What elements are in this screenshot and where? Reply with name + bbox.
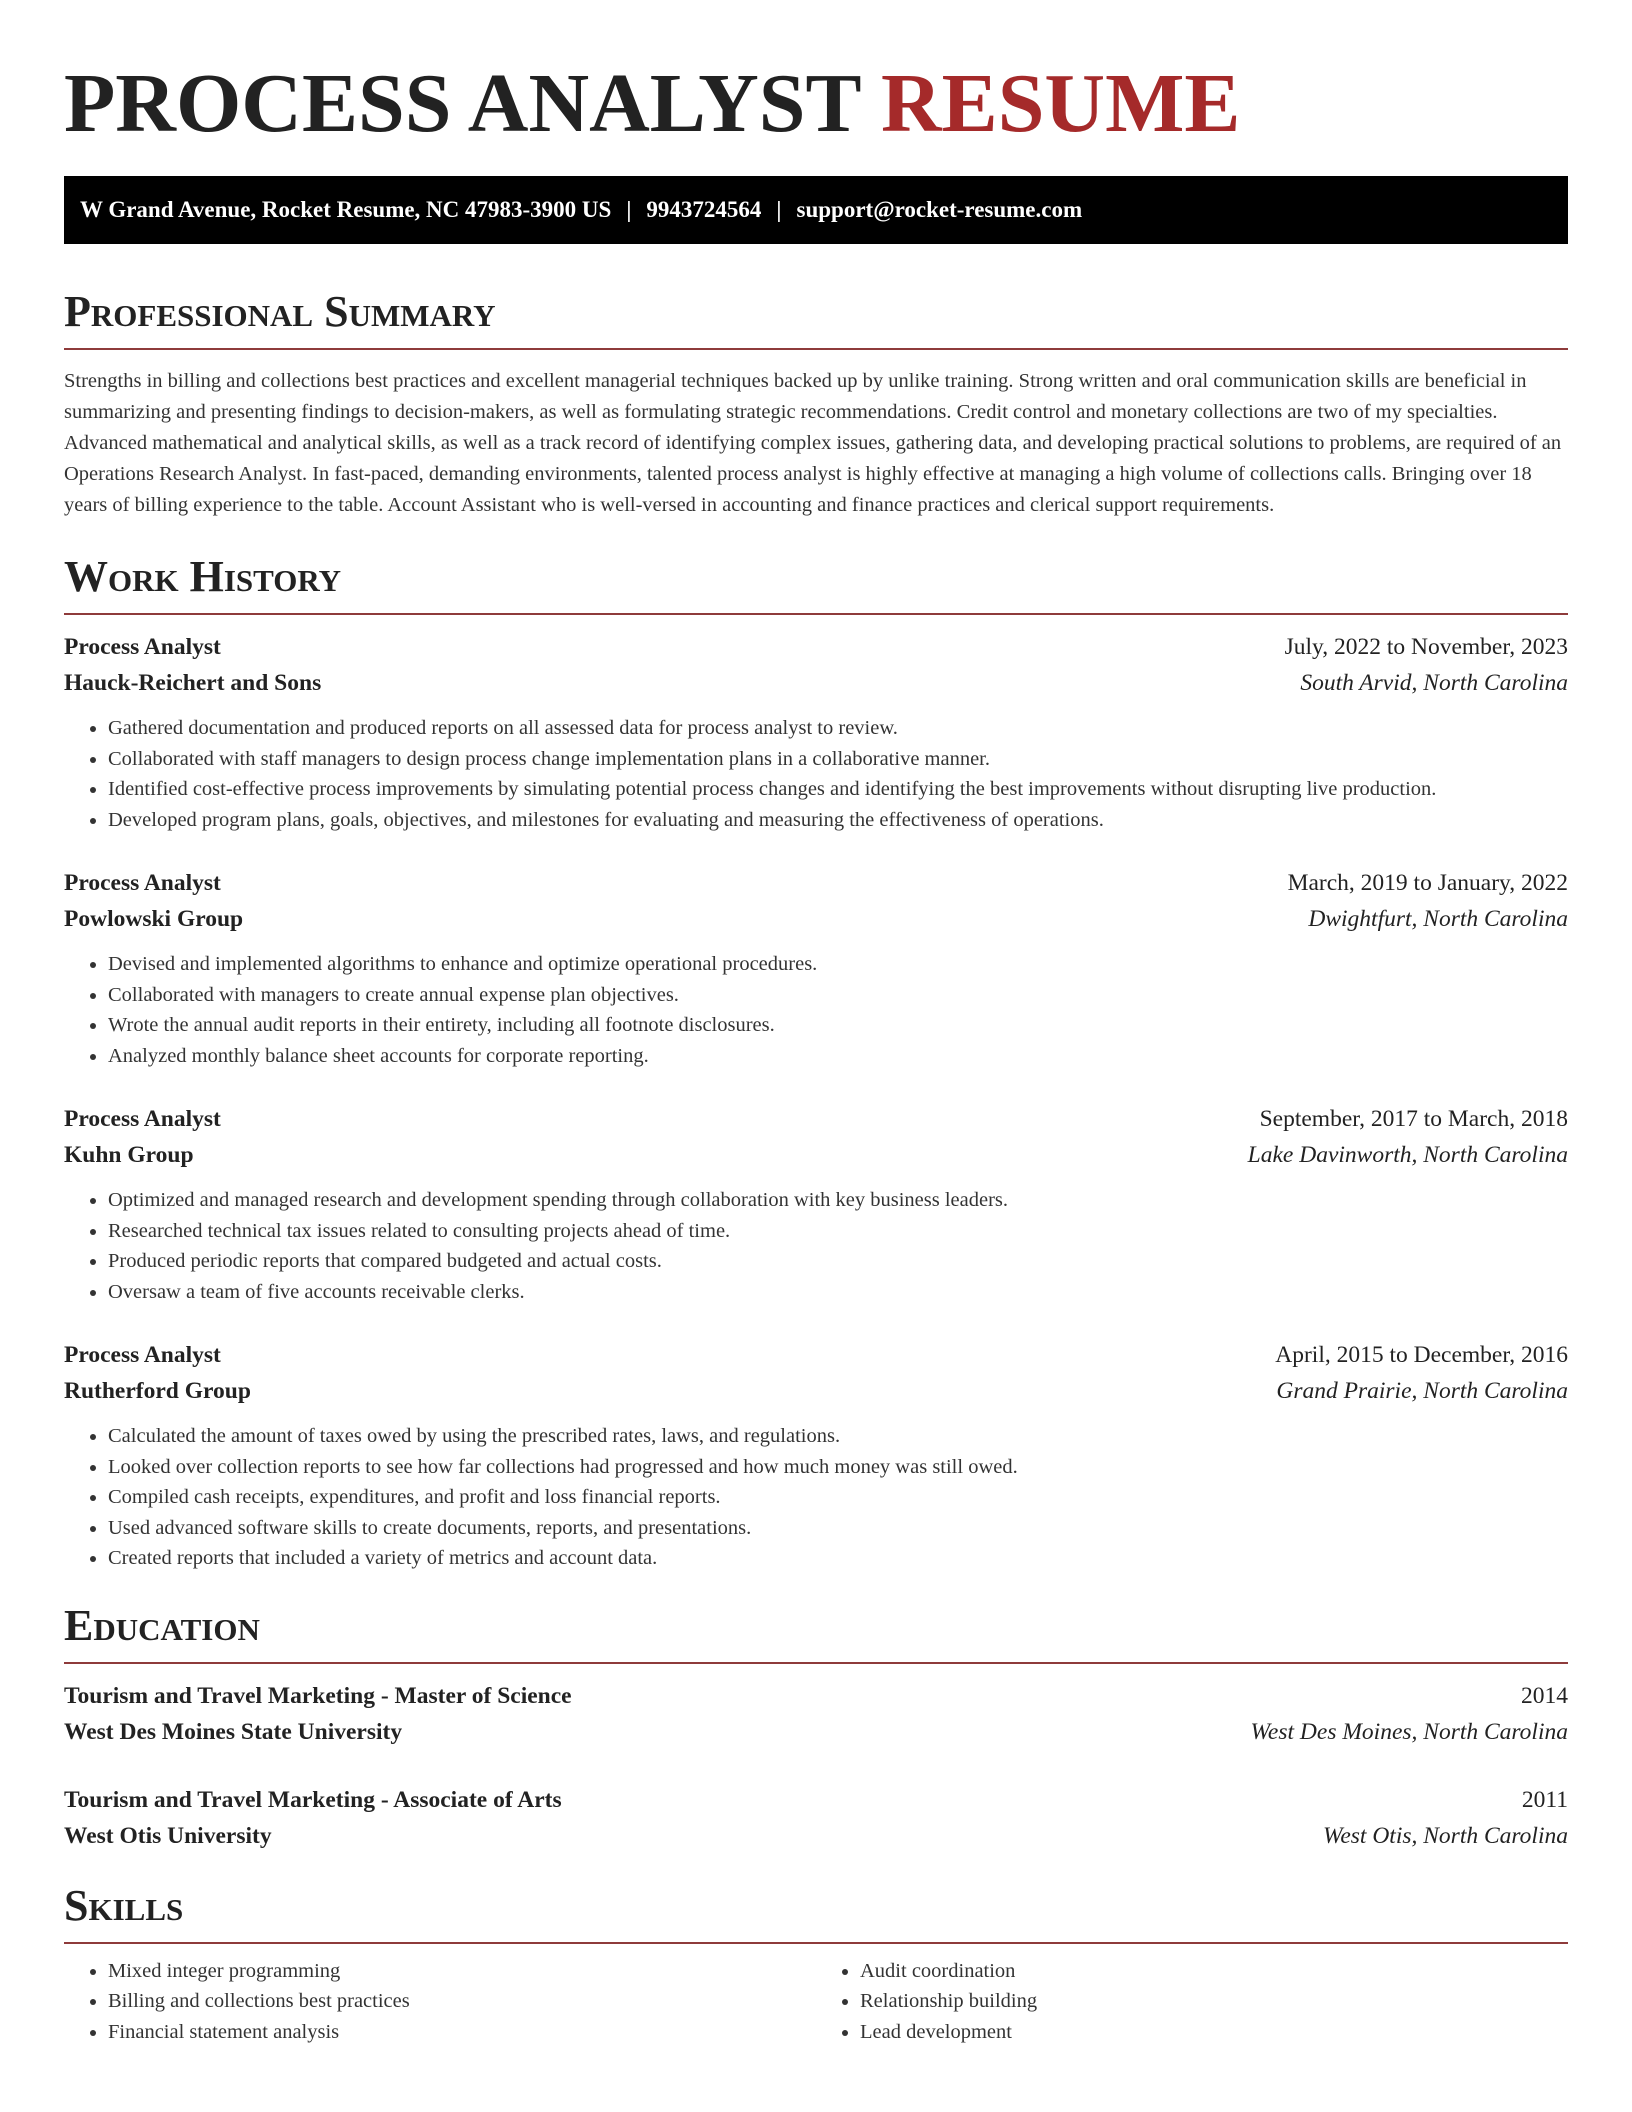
job-company: Powlowski Group [64, 906, 244, 932]
job-location: South Arvid, North Carolina [1300, 670, 1568, 696]
work-history-section [64, 551, 1568, 1574]
job-title: Process Analyst [64, 870, 221, 896]
skill-item: • Billing and collections best practices [108, 1986, 816, 2017]
job-entry [64, 1101, 1568, 1307]
job-bullet: • Collaborated with staff managers to design process change implementation plans in a collaborative manner. [108, 744, 1568, 775]
title-resume-word: RESUME [881, 57, 1241, 150]
job-entry [64, 865, 1568, 1071]
job-bullet: • Collaborated with managers to create annual expense plan objectives. [108, 980, 1568, 1011]
job-bullet: • Developed program plans, goals, objectives, and milestones for evaluating and measuring the effectiveness of operations. [108, 805, 1568, 836]
education-school: West Otis University [64, 1822, 272, 1849]
section-heading-education: Education [64, 1600, 260, 1650]
education-location: West Des Moines, North Carolina [1250, 1718, 1568, 1745]
job-entry [64, 629, 1568, 835]
job-bullet: • Compiled cash receipts, expenditures, and profit and loss financial reports. [108, 1482, 1568, 1513]
education-year: 2011 [1521, 1786, 1568, 1813]
job-bullet: • Devised and implemented algorithms to enhance and optimize operational procedures. [108, 949, 1568, 980]
skills-section [64, 1880, 1568, 2048]
section-heading-skills: Skills [64, 1880, 184, 1930]
job-company: Rutherford Group [64, 1378, 251, 1404]
job-bullets [64, 1421, 1568, 1574]
contact-bar [64, 176, 1568, 244]
contact-separator: | [776, 197, 782, 222]
contact-email: support@rocket-resume.com [796, 197, 1083, 222]
education-degree: Tourism and Travel Marketing - Master of Science [64, 1682, 572, 1709]
job-bullet: • Analyzed monthly balance sheet accounts for corporate reporting. [108, 1041, 1568, 1072]
skill-item: • Financial statement analysis [108, 2017, 816, 2048]
contact-address: W Grand Avenue, Rocket Resume, NC 47983-3900 US [80, 197, 612, 222]
job-bullets [64, 949, 1568, 1071]
job-company: Kuhn Group [64, 1142, 194, 1168]
job-dates: April, 2015 to December, 2016 [1275, 1342, 1568, 1368]
skill-item: • Lead development [860, 2017, 1568, 2048]
education-location: West Otis, North Carolina [1322, 1822, 1568, 1849]
job-bullet: • Identified cost-effective process improvements by simulating potential process changes and identifying the best improvements without disrupting live production. [108, 774, 1568, 805]
contact-phone: 9943724564 [646, 197, 762, 222]
skill-item: • Mixed integer programming [108, 1956, 816, 1987]
job-bullet: • Wrote the annual audit reports in their entirety, including all footnote disclosures. [108, 1010, 1568, 1041]
section-heading-summary: Professional Summary [64, 287, 496, 336]
job-location: Lake Davinworth, North Carolina [1247, 1142, 1568, 1168]
job-bullet: • Calculated the amount of taxes owed by using the prescribed rates, laws, and regulations. [108, 1421, 1568, 1452]
skills-list-left [64, 1956, 816, 2048]
education-school: West Des Moines State University [64, 1718, 403, 1745]
job-title: Process Analyst [64, 634, 221, 660]
skill-item: • Audit coordination [860, 1956, 1568, 1987]
job-dates: July, 2022 to November, 2023 [1284, 634, 1568, 660]
education-entry [64, 1678, 1568, 1750]
job-bullets [64, 1185, 1568, 1307]
job-bullet: • Researched technical tax issues related to consulting projects ahead of time. [108, 1216, 1568, 1247]
resume-title [64, 0, 1568, 154]
section-divider [64, 613, 1568, 615]
section-heading-work-history: Work History [64, 552, 342, 601]
job-title: Process Analyst [64, 1342, 221, 1368]
education-degree: Tourism and Travel Marketing - Associate of Arts [64, 1786, 562, 1813]
education-year: 2014 [1521, 1682, 1568, 1709]
section-divider [64, 1662, 1568, 1664]
job-bullet: • Used advanced software skills to create documents, reports, and presentations. [108, 1513, 1568, 1544]
skills-columns [64, 1956, 1568, 2048]
job-bullet: • Produced periodic reports that compared budgeted and actual costs. [108, 1246, 1568, 1277]
job-company: Hauck-Reichert and Sons [64, 670, 322, 696]
summary-text: Strengths in billing and collections best practices and excellent managerial techniques backed up by unlike training. Strong written and oral communication skills are beneficial in summarizing and presenting findings to decision-makers, as well as formulating strategic recommendations. Credit control and monetary collections are two of my specialties. Advanced mathematical and analytical skills, as well as a track record of identifying complex issues, gathering data, and developing practical solutions to problems, are required of an Operations Research Analyst. In fast-paced, demanding environments, talented process analyst is highly effective at managing a high volume of collections calls. Bringing over 18 years of billing experience to the table. Account Assistant who is well-versed in accounting and finance practices and clerical support requirements. [64, 370, 1562, 516]
skill-item: • Relationship building [860, 1986, 1568, 2017]
job-bullets [64, 713, 1568, 835]
job-bullet: • Created reports that included a variety of metrics and account data. [108, 1543, 1568, 1574]
job-bullet: • Looked over collection reports to see how far collections had progressed and how much money was still owed. [108, 1452, 1568, 1483]
job-entry [64, 1337, 1568, 1574]
job-bullet: • Oversaw a team of five accounts receivable clerks. [108, 1277, 1568, 1308]
job-bullet: • Gathered documentation and produced reports on all assessed data for process analyst to review. [108, 713, 1568, 744]
job-location: Dwightfurt, North Carolina [1308, 906, 1568, 932]
skills-list-right [816, 1956, 1568, 2048]
job-dates: March, 2019 to January, 2022 [1287, 870, 1568, 896]
job-title: Process Analyst [64, 1106, 221, 1132]
education-entry [64, 1782, 1568, 1854]
section-divider [64, 348, 1568, 350]
job-location: Grand Prairie, North Carolina [1276, 1378, 1568, 1404]
education-section [64, 1600, 1568, 1854]
summary-section [64, 286, 1568, 521]
section-divider [64, 1942, 1568, 1944]
job-bullet: • Optimized and managed research and development spending through collaboration with key business leaders. [108, 1185, 1568, 1216]
title-role: PROCESS ANALYST [64, 57, 860, 150]
contact-separator: | [626, 197, 632, 222]
job-dates: September, 2017 to March, 2018 [1259, 1106, 1568, 1132]
